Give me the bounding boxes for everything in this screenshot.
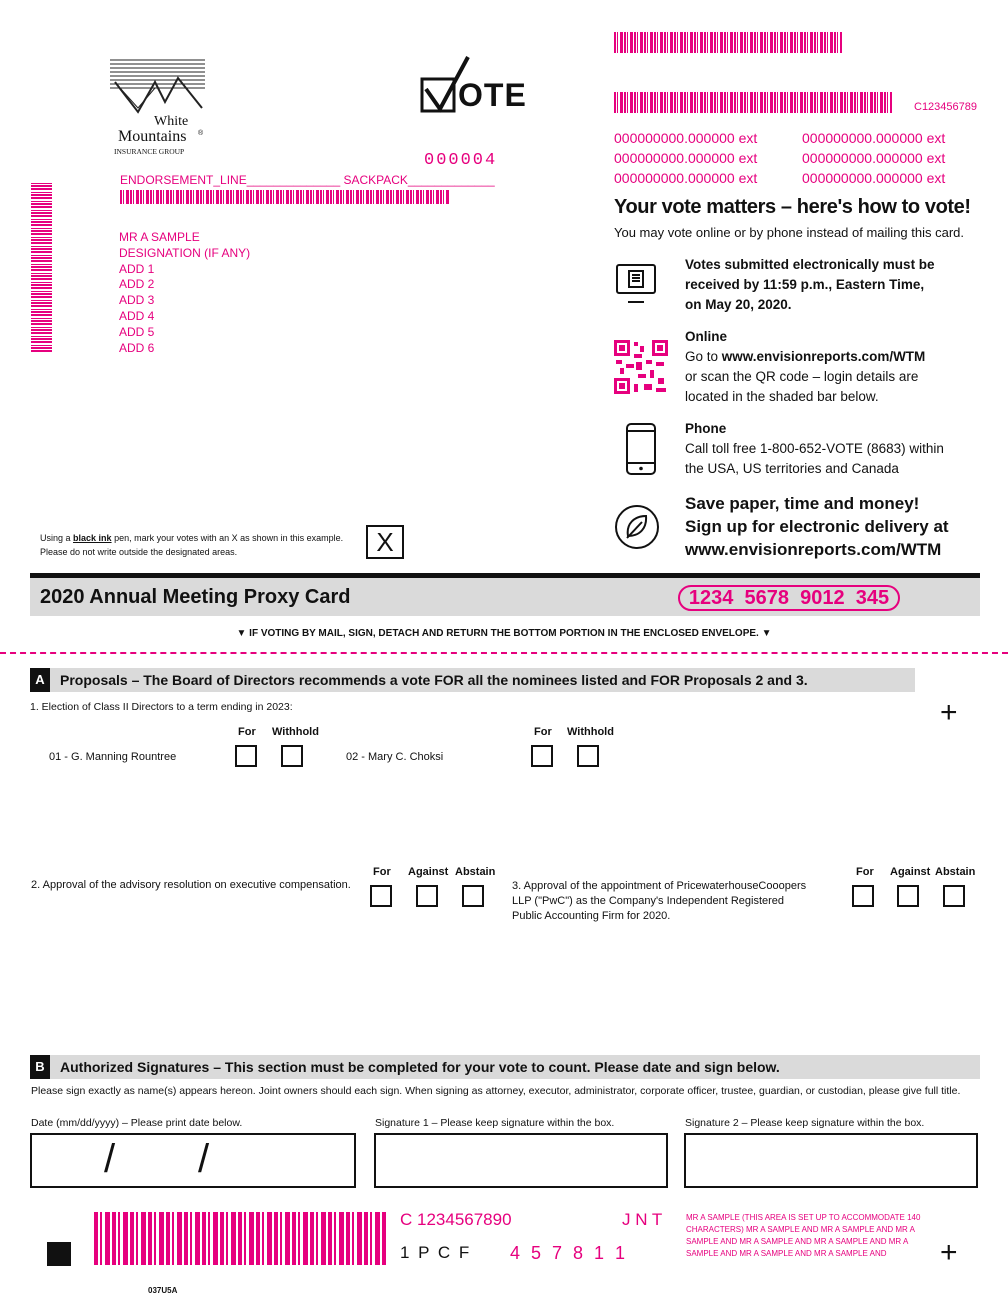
instr-pre: Using a — [40, 533, 74, 543]
postal-barcode — [120, 190, 450, 204]
withhold-label: Withhold — [272, 726, 319, 738]
vote-logo — [420, 55, 527, 115]
footer-code: C 1234567890 — [400, 1210, 512, 1229]
nominee-2-withhold-checkbox[interactable] — [577, 745, 599, 767]
logo-mark: ® — [198, 130, 204, 137]
footer-jnt: J N T — [622, 1210, 663, 1229]
online-text-pre: Go to — [685, 349, 722, 364]
proposal-2-label: 2. Approval of the advisory resolution on executive compensation. — [31, 879, 351, 891]
cut-line — [0, 652, 1008, 654]
registration-plus: + — [940, 696, 958, 729]
address-block — [119, 230, 250, 356]
instr-post: pen, mark your votes with an X as shown in this example. — [111, 533, 344, 543]
date-separator: / — [198, 1137, 210, 1181]
vote-text: OTE — [458, 77, 527, 113]
against-label: Against — [408, 866, 449, 878]
signature-2-field[interactable] — [684, 1133, 978, 1188]
example-mark-box — [366, 525, 404, 559]
address-line: ADD 6 — [119, 340, 155, 355]
address-line: ADD 1 — [119, 261, 155, 276]
paper-line3[interactable]: www.envisionreports.com/WTM — [685, 540, 942, 559]
computer-icon — [614, 262, 658, 306]
proposal-2-abstain-checkbox[interactable] — [462, 885, 484, 907]
section-a-letter: A — [30, 668, 50, 692]
section-a-title: Proposals – The Board of Directors recommends a vote FOR all the nominees listed and FOR Proposals 2 and 3. — [60, 672, 808, 688]
for-label: For — [373, 866, 391, 878]
registration-square — [47, 1242, 71, 1266]
address-line: ADD 2 — [119, 277, 155, 292]
online-title: Online — [685, 329, 728, 344]
abstain-label: Abstain — [935, 866, 976, 878]
abstain-label: Abstain — [455, 866, 496, 878]
ext-line: 000000000.000000 ext — [614, 150, 758, 166]
section-b-title: Authorized Signatures – This section must be completed for your vote to count. Please date and sign below. — [60, 1059, 780, 1075]
instr-line2: Please do not write outside the designated areas. — [40, 547, 238, 557]
signature-1-label: Signature 1 – Please keep signature within the box. — [375, 1117, 615, 1129]
leaf-icon — [614, 504, 660, 550]
paper-block — [685, 492, 949, 561]
footer-barcode — [94, 1212, 388, 1265]
signature-instructions: Please sign exactly as name(s) appears hereon. Joint owners should each sign. When signing as attorney, executor, administrator, corporate officer, trustee, guardian, or custodian, please give full title. — [31, 1085, 961, 1097]
ext-lines-left — [614, 128, 757, 188]
phone-block — [685, 419, 955, 479]
for-label: For — [238, 726, 256, 738]
date-label: Date (mm/dd/yyyy) – Please print date below. — [31, 1117, 243, 1129]
date-separator: / — [104, 1137, 116, 1181]
mountains-logo-icon — [110, 58, 205, 116]
address-line: ADD 5 — [119, 324, 155, 339]
section-b-letter: B — [30, 1055, 50, 1079]
logo-line1: White — [154, 114, 189, 129]
address-line: ADD 3 — [119, 293, 155, 308]
online-text-post: or scan the QR code – login details are located in the shaded bar below. — [685, 369, 919, 404]
top-barcode — [614, 32, 842, 53]
nominee-2: 02 - Mary C. Choksi — [346, 751, 444, 763]
instr-ink: black ink — [73, 533, 112, 543]
logo-line2: Mountains — [118, 128, 187, 145]
proposal-2-against-checkbox[interactable] — [416, 885, 438, 907]
example-mark: X — [376, 527, 394, 557]
ext-line: 000000000.000000 ext — [802, 150, 946, 166]
card-number: 1234 5678 9012 345 — [678, 585, 900, 611]
online-url[interactable]: www.envisionreports.com/WTM — [721, 349, 926, 364]
sequence-number: 000004 — [424, 151, 498, 170]
withhold-label: Withhold — [567, 726, 614, 738]
control-barcode — [614, 92, 892, 113]
ext-line: 000000000.000000 ext — [614, 130, 758, 146]
proposal-3-against-checkbox[interactable] — [897, 885, 919, 907]
nominee-1-for-checkbox[interactable] — [235, 745, 257, 767]
date-field[interactable] — [30, 1133, 356, 1188]
address-line: ADD 4 — [119, 308, 155, 323]
footer-sample-text: MR A SAMPLE (THIS AREA IS SET UP TO ACCOMMODATE 140 CHARACTERS) MR A SAMPLE AND MR A SAMPLE AND MR A SAMPLE AND MR A SAMPLE AND MR A SAMPLE AND MR A SAMPLE AND MR A SAMPLE AND MR A SAMPLE AND — [686, 1213, 921, 1258]
for-label: For — [856, 866, 874, 878]
form-code: 037U5A — [148, 1286, 178, 1295]
address-line: DESIGNATION (IF ANY) — [119, 245, 251, 260]
control-code: C123456789 — [914, 101, 978, 113]
ext-line: 000000000.000000 ext — [802, 130, 946, 146]
proposal-3-abstain-checkbox[interactable] — [943, 885, 965, 907]
phone-icon — [624, 421, 658, 477]
detach-note: ▼ IF VOTING BY MAIL, SIGN, DETACH AND RETURN THE BOTTOM PORTION IN THE ENCLOSED ENVELOPE. ▼ — [236, 628, 772, 639]
company-logo — [110, 58, 210, 158]
proposal-3-for-checkbox[interactable] — [852, 885, 874, 907]
signature-1-field[interactable] — [374, 1133, 668, 1188]
logo-line3: INSURANCE GROUP — [114, 147, 185, 156]
proposal-3-label: 3. Approval of the appointment of PricewaterhouseCooopers LLP ("PwC") as the Company's Independent Registered Public Accounting Firm for 2020. — [512, 880, 807, 922]
paper-line1: Save paper, time and money! — [685, 494, 920, 513]
vertical-barcode — [31, 182, 52, 352]
qr-code-icon — [614, 340, 668, 394]
nominee-1-withhold-checkbox[interactable] — [281, 745, 303, 767]
against-label: Against — [890, 866, 931, 878]
deadline-text: Votes submitted electronically must be received by 11:59 p.m., Eastern Time, on May 20, 2020. — [685, 257, 935, 312]
phone-title: Phone — [685, 421, 727, 436]
footer-pcf: 1 P C F — [400, 1243, 472, 1262]
nominee-2-for-checkbox[interactable] — [531, 745, 553, 767]
ext-lines-right — [802, 128, 945, 188]
for-label: For — [534, 726, 552, 738]
signature-2-label: Signature 2 – Please keep signature within the box. — [685, 1117, 925, 1129]
endorsement-line: ENDORSEMENT_LINE______________ SACKPACK_____________ — [120, 173, 495, 187]
nominee-1: 01 - G. Manning Rountree — [49, 751, 177, 763]
online-block — [685, 327, 945, 407]
proposal-2-for-checkbox[interactable] — [370, 885, 392, 907]
address-line: MR A SAMPLE — [119, 230, 200, 244]
card-title: 2020 Annual Meeting Proxy Card — [40, 586, 351, 608]
ext-line: 000000000.000000 ext — [802, 170, 946, 186]
proposal-1-label: 1. Election of Class II Directors to a term ending in 2023: — [30, 701, 293, 713]
vote-heading: Your vote matters – here's how to vote! — [614, 196, 971, 218]
footer-num: 4 5 7 8 1 1 — [510, 1243, 629, 1263]
marking-instructions — [40, 531, 343, 559]
paper-line2: Sign up for electronic delivery at — [685, 517, 949, 536]
ext-line: 000000000.000000 ext — [614, 170, 758, 186]
registration-plus: + — [940, 1236, 958, 1269]
vote-subheading: You may vote online or by phone instead of mailing this card. — [614, 225, 965, 240]
phone-text: Call toll free 1-800-652-VOTE (8683) within the USA, US territories and Canada — [685, 441, 944, 476]
